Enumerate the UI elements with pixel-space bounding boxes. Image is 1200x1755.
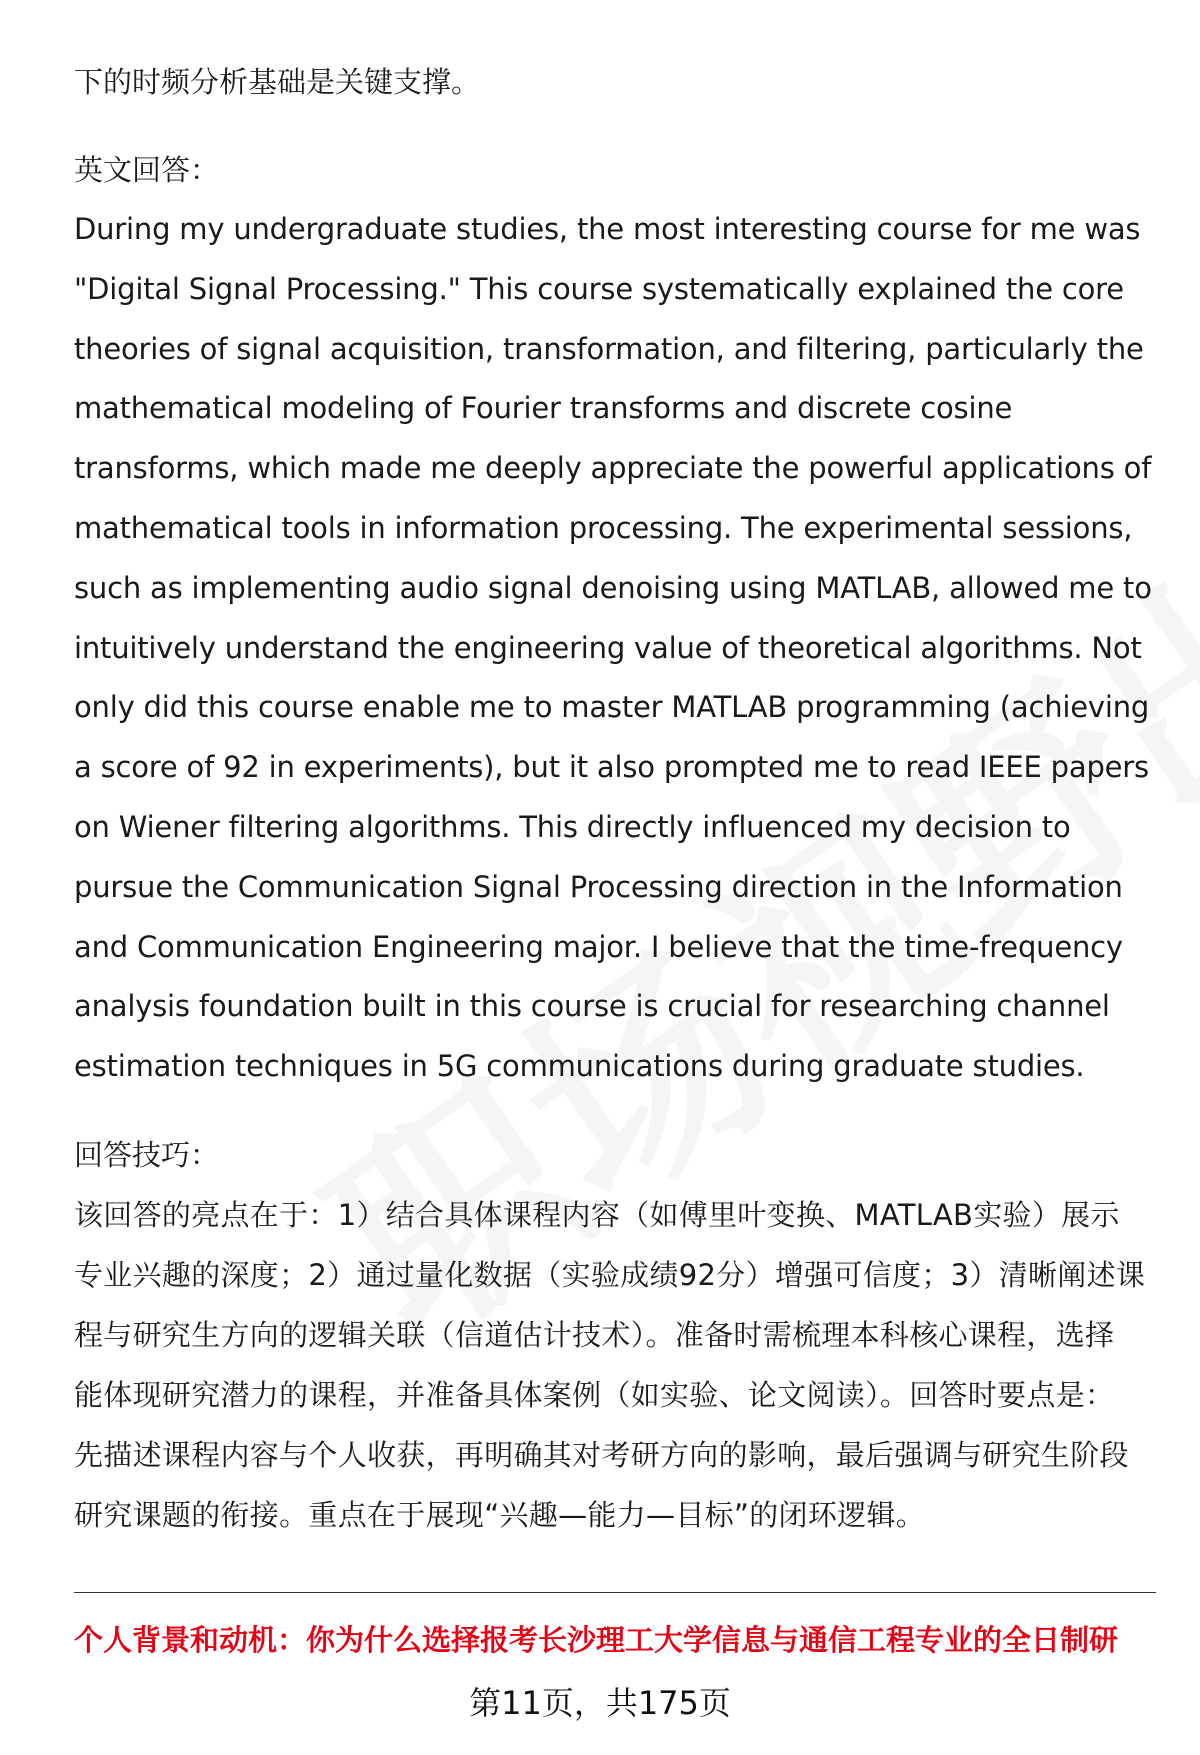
english-answer-line: pursue the Communication Signal Processing direction in the Information <box>74 869 1123 904</box>
english-answer-line: analysis foundation built in this course is crucial for researching channel <box>74 989 1110 1024</box>
english-answer-line: transforms, which made me deeply appreciate the powerful applications of <box>74 451 1152 486</box>
english-answer-line: on Wiener filtering algorithms. This directly influenced my decision to <box>74 809 1071 844</box>
section-divider <box>74 1592 1156 1593</box>
page-number: 第11页，共175页 <box>469 1684 731 1722</box>
english-answer-line: During my undergraduate studies, the most interesting course for me was <box>74 212 1141 246</box>
tips-line: 研究课题的衔接。重点在于展现“兴趣—能力—目标”的闭环逻辑。 <box>74 1497 926 1532</box>
english-answer-line: theories of signal acquisition, transformation, and filtering, particularly the <box>74 331 1144 366</box>
page-content <box>74 52 1156 1545</box>
english-answer-heading: 英文回答： <box>74 153 220 187</box>
english-answer-line: only did this course enable me to master MATLAB programming (achieving <box>74 690 1150 725</box>
tips-paragraph <box>74 1185 1156 1545</box>
english-answer-line: such as implementing audio signal denoising using MATLAB, allowed me to <box>74 570 1152 605</box>
tips-line: 专业兴趣的深度；2）通过量化数据（实验成绩92分）增强可信度；3）清晰阐述课 <box>74 1257 1146 1292</box>
next-question-title: 个人背景和动机：你为什么选择报考长沙理工大学信息与通信工程专业的全日制研 <box>74 1623 1119 1657</box>
tips-heading: 回答技巧： <box>74 1137 220 1172</box>
english-answer-paragraph <box>74 200 1156 1097</box>
english-answer-line: intuitively understand the engineering value of theoretical algorithms. Not <box>74 630 1142 665</box>
english-answer-line: and Communication Engineering major. I believe that the time-frequency <box>74 929 1123 964</box>
tips-line: 先描述课程内容与个人收获，再明确其对考研方向的影响，最后强调与研究生阶段 <box>74 1437 1129 1472</box>
english-answer-line: estimation techniques in 5G communications during graduate studies. <box>74 1049 1085 1084</box>
english-answer-line: mathematical modeling of Fourier transforms and discrete cosine <box>74 391 1013 426</box>
english-answer-line: mathematical tools in information processing. The experimental sessions, <box>74 510 1133 545</box>
tips-line: 该回答的亮点在于：1）结合具体课程内容（如傅里叶变换、MATLAB实验）展示 <box>74 1197 1120 1232</box>
english-answer-line: "Digital Signal Processing." This course systematically explained the core <box>74 271 1124 306</box>
tips-line: 能体现研究潜力的课程，并准备具体案例（如实验、论文阅读）。回答时要点是： <box>74 1377 1115 1412</box>
tips-line: 程与研究生方向的逻辑关联（信道估计技术）。准备时需梳理本科核心课程，选择 <box>74 1317 1115 1352</box>
english-answer-line: a score of 92 in experiments), but it also prompted me to read IEEE papers <box>74 750 1149 785</box>
continued-text: 下的时频分析基础是关键支撑。 <box>74 65 481 99</box>
